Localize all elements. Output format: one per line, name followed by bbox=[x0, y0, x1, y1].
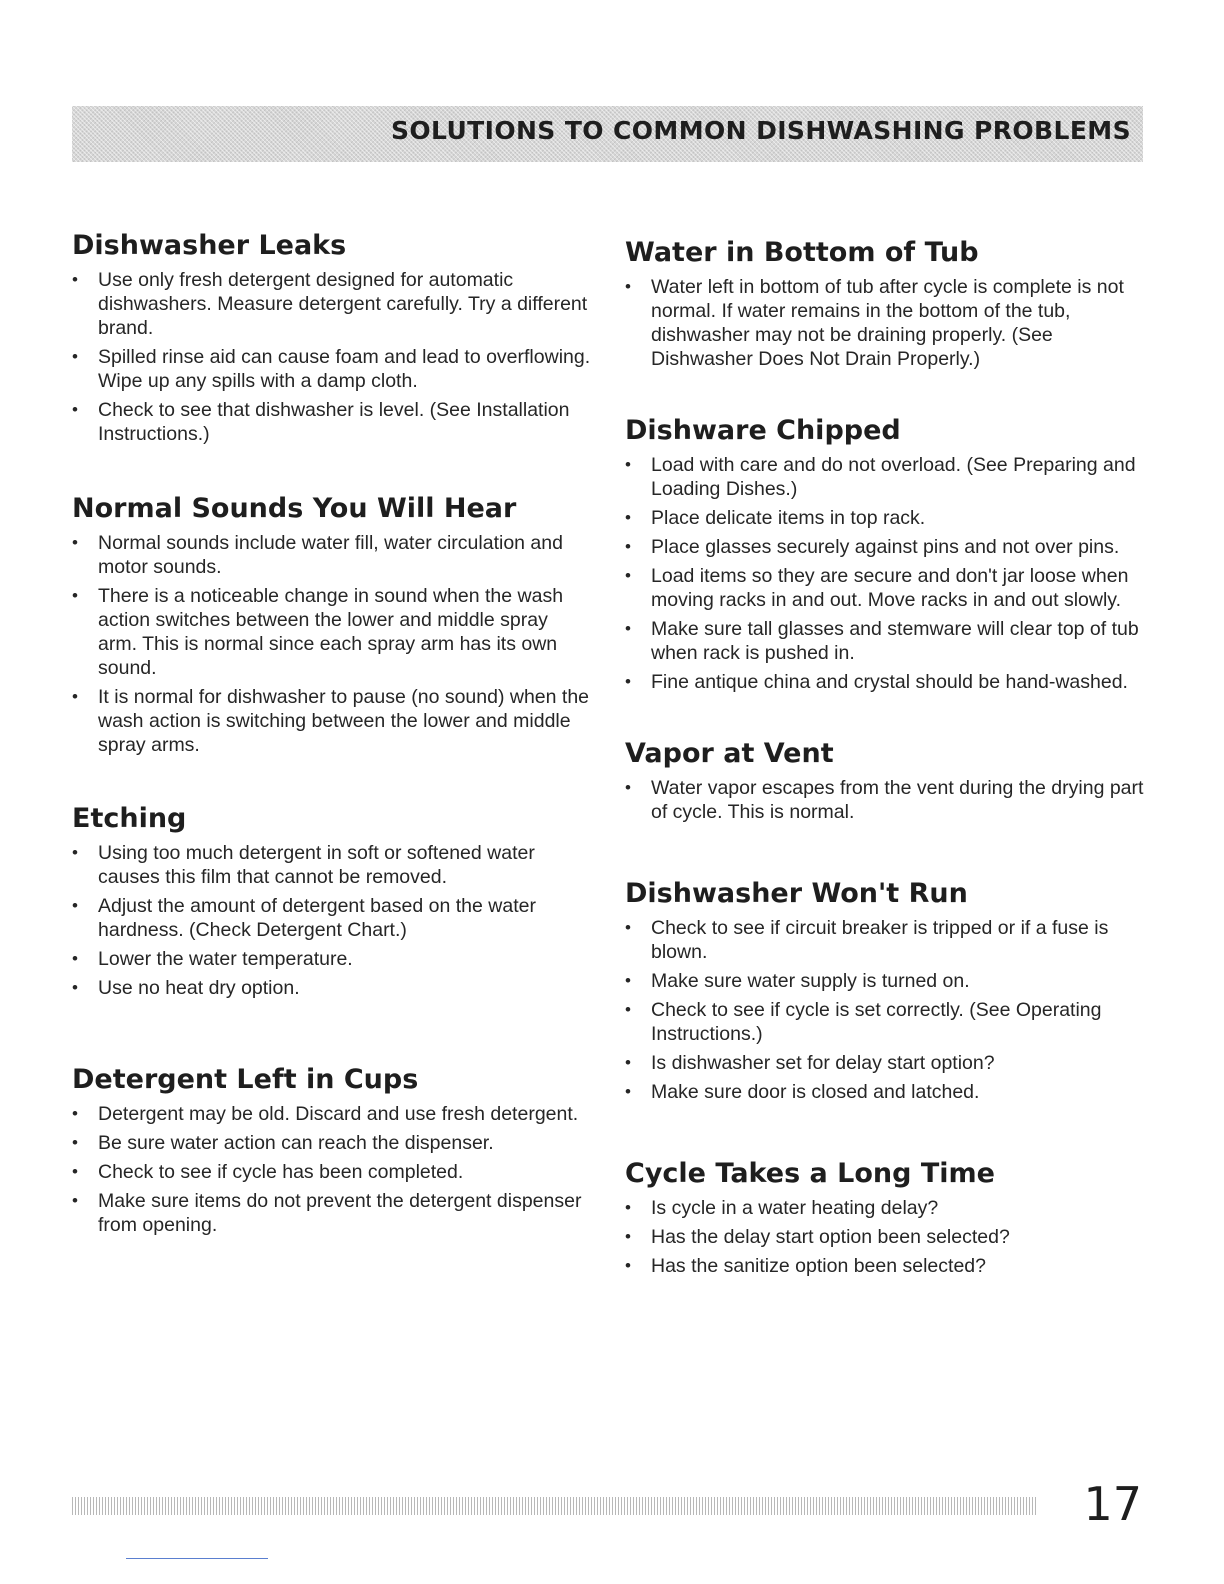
section-vapor-at-vent bbox=[625, 737, 1150, 824]
section-cycle-takes-long-time bbox=[625, 1157, 1150, 1278]
bullet-item: • Fine antique china and crystal should be hand-washed. bbox=[625, 670, 1150, 694]
bullet-list bbox=[72, 841, 592, 1000]
bullet-item: • Has the sanitize option been selected? bbox=[625, 1254, 1150, 1278]
bullet-item: • Normal sounds include water fill, water circulation and motor sounds. bbox=[72, 531, 592, 579]
bullet-item: • Spilled rinse aid can cause foam and lead to overflowing. Wipe up any spills with a damp cloth. bbox=[72, 345, 592, 393]
section-dishwasher-wont-run bbox=[625, 877, 1150, 1104]
footer-divider-bar bbox=[72, 1497, 1037, 1515]
bullet-item: • Water left in bottom of tub after cycle is complete is not normal. If water remains in the bottom of the tub, dishwasher may not be draining properly. (See Dishwasher Does Not Drain Properly.) bbox=[625, 275, 1150, 371]
bullet-list bbox=[625, 776, 1150, 824]
bullet-item: • Lower the water temperature. bbox=[72, 947, 592, 971]
section-etching bbox=[72, 802, 592, 1000]
bullet-item: • Place delicate items in top rack. bbox=[625, 506, 1150, 530]
bullet-item: • Use no heat dry option. bbox=[72, 976, 592, 1000]
section-heading: Detergent Left in Cups bbox=[72, 1064, 419, 1095]
page-number: 17 bbox=[1083, 1477, 1142, 1531]
bullet-item: • Detergent may be old. Discard and use fresh detergent. bbox=[72, 1102, 592, 1126]
bullet-item: • Make sure door is closed and latched. bbox=[625, 1080, 1150, 1104]
footer-underline bbox=[126, 1558, 268, 1559]
bullet-list bbox=[625, 275, 1150, 371]
bullet-item: • It is normal for dishwasher to pause (no sound) when the wash action is switching between the lower and middle spray arms. bbox=[72, 685, 592, 757]
bullet-item: • Load items so they are secure and don't jar loose when moving racks in and out. Move racks in and out slowly. bbox=[625, 564, 1150, 612]
section-detergent-left-in-cups bbox=[72, 1063, 592, 1237]
bullet-list bbox=[625, 916, 1150, 1104]
bullet-item: • Adjust the amount of detergent based on the water hardness. (Check Detergent Chart.) bbox=[72, 894, 592, 942]
bullet-item: • Check to see if circuit breaker is tripped or if a fuse is blown. bbox=[625, 916, 1150, 964]
section-dishware-chipped bbox=[625, 414, 1150, 694]
banner-title: SOLUTIONS TO COMMON DISHWASHING PROBLEMS bbox=[390, 116, 1131, 145]
bullet-item: • Make sure water supply is turned on. bbox=[625, 969, 1150, 993]
bullet-list bbox=[72, 1102, 592, 1237]
section-heading: Etching bbox=[72, 803, 187, 834]
section-dishwasher-leaks bbox=[72, 229, 592, 446]
section-heading: Dishware Chipped bbox=[625, 415, 901, 446]
bullet-item: • Be sure water action can reach the dispenser. bbox=[72, 1131, 592, 1155]
bullet-item: • Use only fresh detergent designed for automatic dishwashers. Measure detergent carefully. Try a different brand. bbox=[72, 268, 592, 340]
section-normal-sounds bbox=[72, 492, 592, 757]
section-heading: Normal Sounds You Will Hear bbox=[72, 493, 517, 524]
bullet-item: • Make sure tall glasses and stemware will clear top of tub when rack is pushed in. bbox=[625, 617, 1150, 665]
bullet-item: • Load with care and do not overload. (See Preparing and Loading Dishes.) bbox=[625, 453, 1150, 501]
bullet-item: • Is cycle in a water heating delay? bbox=[625, 1196, 1150, 1220]
bullet-list bbox=[72, 268, 592, 446]
bullet-item: • Using too much detergent in soft or softened water causes this film that cannot be removed. bbox=[72, 841, 592, 889]
bullet-item: • Check to see if cycle has been completed. bbox=[72, 1160, 592, 1184]
section-heading: Cycle Takes a Long Time bbox=[625, 1158, 995, 1189]
bullet-list bbox=[625, 453, 1150, 694]
bullet-item: • Has the delay start option been selected? bbox=[625, 1225, 1150, 1249]
section-heading: Dishwasher Won't Run bbox=[625, 878, 968, 909]
bullet-item: • Check to see if cycle is set correctly. (See Operating Instructions.) bbox=[625, 998, 1150, 1046]
section-heading: Water in Bottom of Tub bbox=[625, 237, 979, 268]
bullet-item: • Check to see that dishwasher is level. (See Installation Instructions.) bbox=[72, 398, 592, 446]
section-heading: Vapor at Vent bbox=[625, 738, 834, 769]
bullet-item: • Water vapor escapes from the vent during the drying part of cycle. This is normal. bbox=[625, 776, 1150, 824]
bullet-list bbox=[625, 1196, 1150, 1278]
bullet-item: • Is dishwasher set for delay start option? bbox=[625, 1051, 1150, 1075]
section-water-in-bottom-of-tub bbox=[625, 236, 1150, 371]
section-heading: Dishwasher Leaks bbox=[72, 230, 347, 261]
bullet-list bbox=[72, 531, 592, 757]
section-banner bbox=[72, 106, 1143, 162]
bullet-item: • Make sure items do not prevent the detergent dispenser from opening. bbox=[72, 1189, 592, 1237]
bullet-item: • Place glasses securely against pins and not over pins. bbox=[625, 535, 1150, 559]
bullet-item: • There is a noticeable change in sound when the wash action switches between the lower and middle spray arm. This is normal since each spray arm has its own sound. bbox=[72, 584, 592, 680]
